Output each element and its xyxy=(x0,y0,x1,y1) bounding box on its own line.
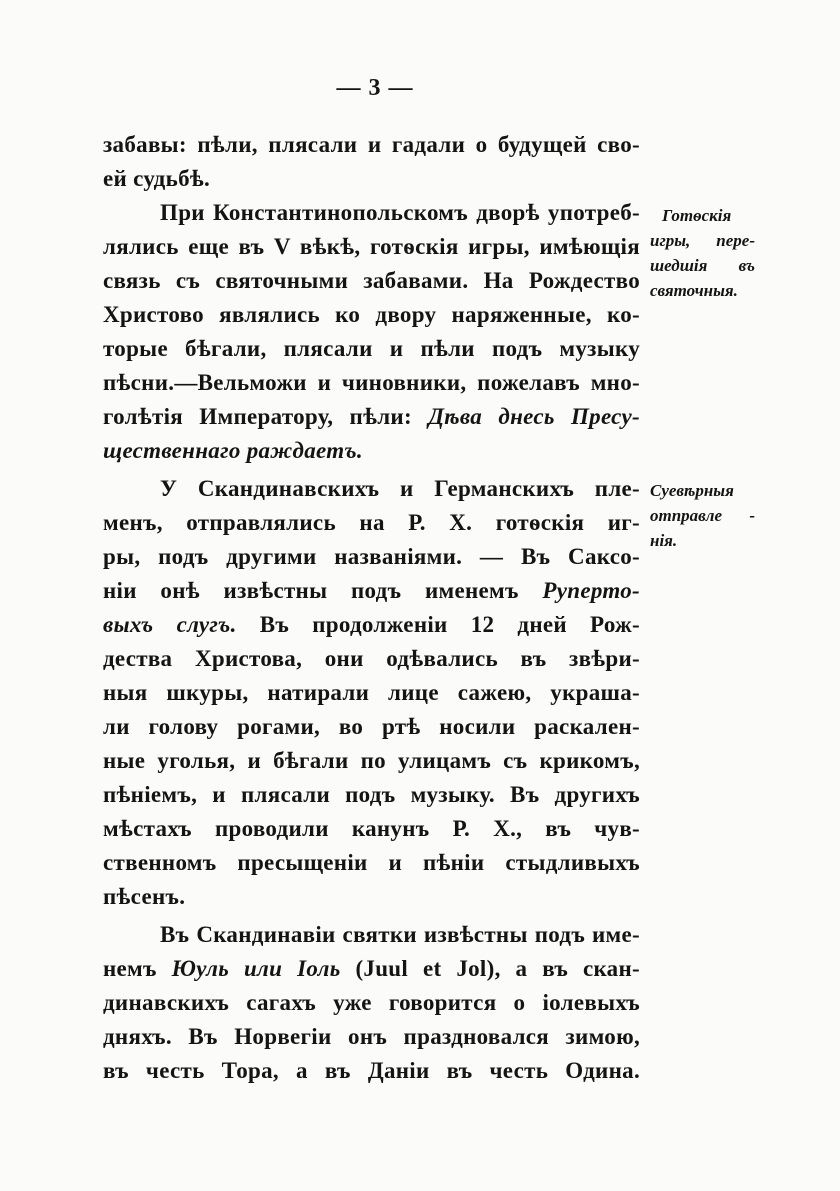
margin-note-line: святочныя. xyxy=(650,281,738,300)
text-line: пѣсенъ. xyxy=(103,884,186,909)
text-line: менъ, отправлялись на Р. Х. готѳскія иг- xyxy=(103,510,640,535)
margin-note-line: Готѳскія xyxy=(662,206,732,225)
text-line: динавскихъ сагахъ уже говорится о іолевыхъ xyxy=(103,990,640,1015)
text-line: дняхъ. Въ Норвегіи онъ праздновался зимою, xyxy=(103,1024,640,1049)
text-line: въ честь Тора, а въ Даніи въ честь Одина. xyxy=(103,1058,640,1083)
text-line: ей судьбѣ. xyxy=(103,166,211,191)
margin-note-superstitious-rites xyxy=(650,478,755,553)
paragraph-continuation xyxy=(103,128,640,196)
text-line: пѣніемъ, и плясали подъ музыку. Въ другихъ xyxy=(103,782,640,807)
term-ruprecht-servants-continuation: выхъ слугъ. xyxy=(103,612,237,637)
text-line: торые бѣгали, плясали и пѣли подъ музыку xyxy=(103,336,640,361)
body-text xyxy=(103,128,640,1088)
text-segment: голѣтія Императору, пѣли: xyxy=(103,404,412,429)
term-yule: Юуль или Іоль xyxy=(171,956,341,981)
text-segment: (Juul et Jol), а въ скан- xyxy=(355,956,640,981)
text-line xyxy=(103,400,640,434)
margin-note-line: шедшія въ xyxy=(650,256,755,275)
text-line xyxy=(103,952,640,986)
margin-note-gothic-games xyxy=(650,203,755,303)
text-line: Въ Скандинавіи святки извѣстны подъ име- xyxy=(160,922,640,947)
text-line: мѣстахъ проводили канунъ Р. Х., въ чув- xyxy=(103,816,640,841)
text-segment: Въ продолженіи 12 дней Рож- xyxy=(259,612,640,637)
paragraph-constantinople-court xyxy=(103,196,640,468)
paragraph-scandinavia-yule xyxy=(103,918,640,1088)
term-ruprecht-servants: Руперто- xyxy=(542,578,640,603)
text-line: Христово являлись ко двору наряженные, ко- xyxy=(103,302,640,327)
margin-note-line: Суевѣрныя xyxy=(650,481,734,500)
text-line: ные уголья, и бѣгали по улицамъ съ крикомъ, xyxy=(103,748,640,773)
margin-note-line: отправле - xyxy=(650,506,755,525)
text-line xyxy=(103,608,640,642)
text-line: У Скандинавскихъ и Германскихъ пле- xyxy=(160,476,640,501)
text-line: ныя шкуры, натирали лице сажею, украша- xyxy=(103,680,640,705)
paragraph-scandinavian-germanic-tribes xyxy=(103,472,640,914)
hymn-quote-continuation: щественнаго раждаетъ. xyxy=(103,438,363,463)
text-segment: немъ xyxy=(103,956,157,981)
text-line: ры, подъ другими названіями. — Въ Саксо- xyxy=(103,544,640,569)
text-line xyxy=(103,574,640,608)
text-line: При Константинопольскомъ дворѣ употреб- xyxy=(160,200,640,225)
hymn-quote: Дѣва днесь Пресу- xyxy=(428,404,640,429)
margin-note-line: игры, пере- xyxy=(650,231,755,250)
text-line: ли голову рогами, во ртѣ носили раскален- xyxy=(103,714,640,739)
text-line: связь съ святочными забавами. На Рождество xyxy=(103,268,640,293)
text-line: пѣсни.—Вельможи и чиновники, пожелавъ мно- xyxy=(103,370,640,395)
text-segment: ніи онѣ извѣстны подъ именемъ xyxy=(103,578,519,603)
page-number: — 3 — xyxy=(336,75,414,101)
text-line: забавы: пѣли, плясали и гадали о будущей сво- xyxy=(103,132,640,157)
text-line: дества Христова, они одѣвались въ звѣри- xyxy=(103,646,640,671)
text-line: ственномъ пресыщеніи и пѣніи стыдливыхъ xyxy=(103,850,640,875)
margin-note-line: нія. xyxy=(650,531,678,550)
text-line: лялись еще въ V вѣкѣ, готѳскія игры, имѣющія xyxy=(103,234,640,259)
